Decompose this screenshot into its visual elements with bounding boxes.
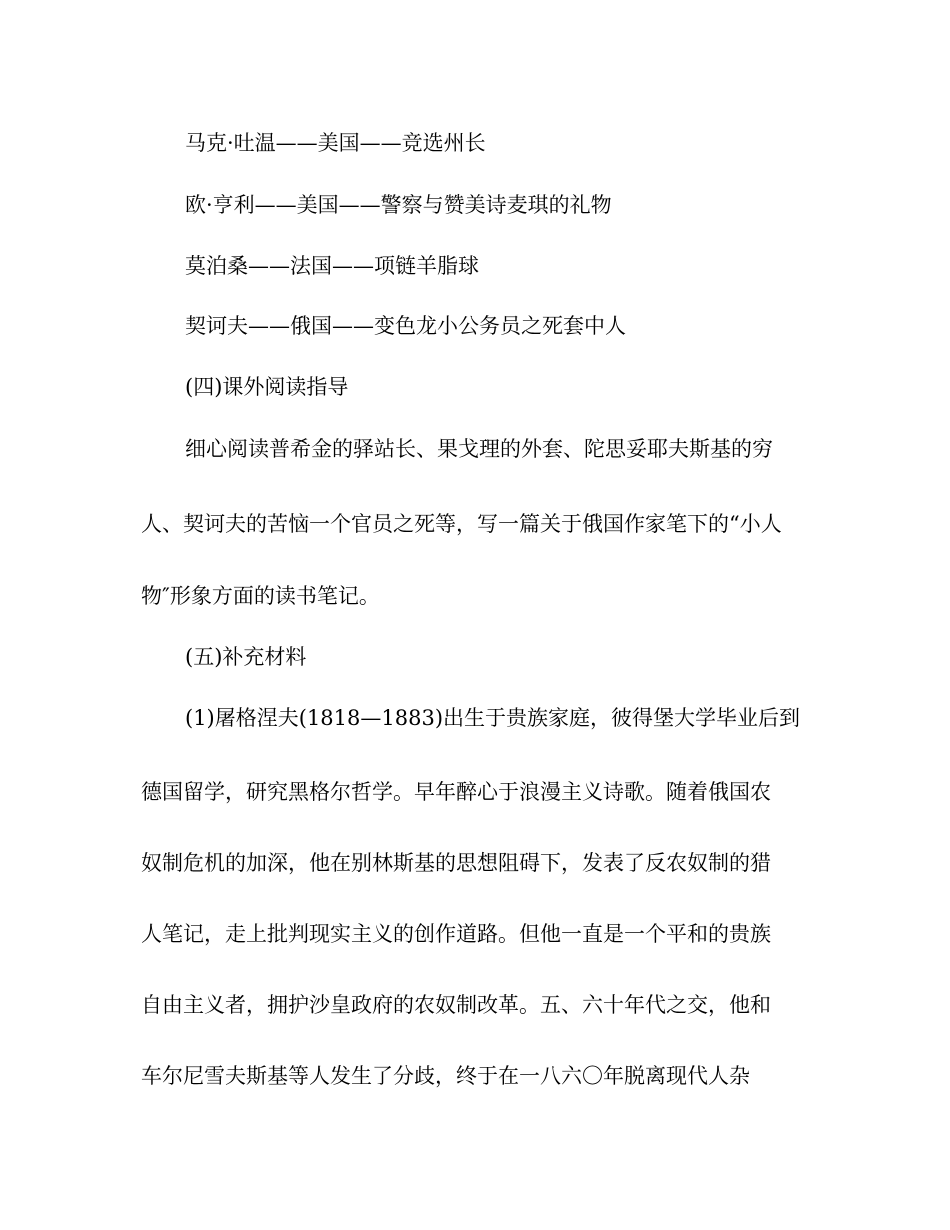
paragraph-line: 人笔记，走上批判现实主义的创作道路。但他一直是一个平和的贵族	[141, 922, 771, 946]
paragraph-line: 车尔尼雪夫斯基等人发生了分歧，终于在一八六〇年脱离现代人杂	[141, 1064, 750, 1088]
section-heading-reading-guide: (四)课外阅读指导	[185, 375, 349, 399]
list-item-ohenry: 欧·亨利——美国——警察与赞美诗麦琪的礼物	[185, 193, 612, 217]
list-item-maupassant: 莫泊桑——法国——项链羊脂球	[185, 254, 479, 278]
paragraph-line: 奴制危机的加深，他在别林斯基的思想阻碍下，发表了反农奴制的猎	[141, 851, 771, 875]
paragraph-line: 物″形象方面的读书笔记。	[141, 584, 380, 608]
list-item-twain: 马克·吐温——美国——竞选州长	[185, 131, 486, 155]
paragraph-line: (1)屠格涅夫(1818—1883)出生于贵族家庭，彼得堡大学毕业后到	[185, 706, 801, 730]
paragraph-line: 人、契诃夫的苦恼一个官员之死等，写一篇关于俄国作家笔下的“小人	[141, 512, 782, 536]
paragraph-line: 自由主义者，拥护沙皇政府的农奴制改革。五、六十年代之交，他和	[141, 993, 771, 1017]
list-item-chekhov: 契诃夫——俄国——变色龙小公务员之死套中人	[185, 314, 626, 338]
section-heading-supplementary: (五)补充材料	[185, 645, 307, 669]
paragraph-line: 细心阅读普希金的驿站长、果戈理的外套、陀思妥耶夫斯基的穷	[185, 437, 773, 461]
paragraph-line: 德国留学，研究黑格尔哲学。早年醉心于浪漫主义诗歌。随着俄国农	[141, 780, 771, 804]
